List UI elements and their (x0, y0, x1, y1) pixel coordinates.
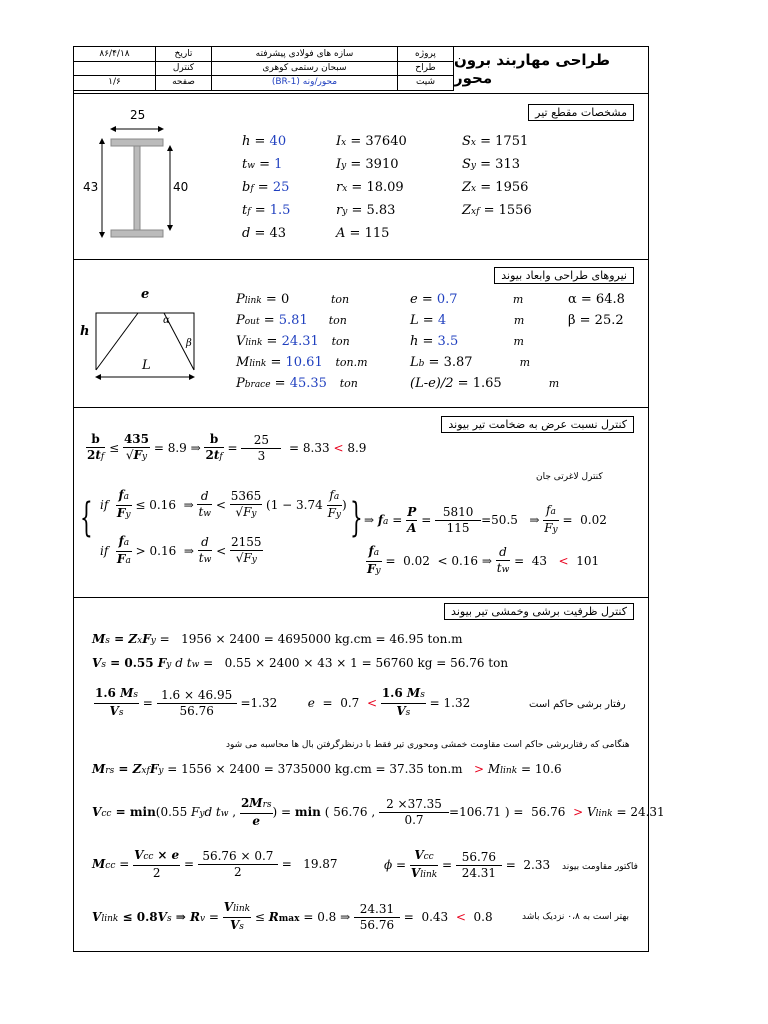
prop-subscript: link (249, 359, 267, 369)
prop-unit: ton (328, 314, 347, 327)
prop-value: 24.31 (281, 334, 319, 349)
diagram-h-label: h (80, 324, 90, 339)
prop-value: 3910 (365, 157, 399, 172)
prop-row: Vlink = 24.31 ton (236, 334, 350, 349)
prop-value: 5.81 (278, 313, 308, 328)
prop-symbol: S (462, 157, 471, 172)
section-title: نیروهای طراحی وابعاد بیوند (494, 267, 634, 284)
prop-row: Lb = 3.87 m (410, 355, 531, 370)
prop-value: 1.65 (472, 376, 502, 391)
flange-check: $\frac{b}{2tf}$ ≤ $\frac{435}{√Fy}$ = 8.9 ⇒ $\frac{b}{2tf}$ = $\frac{25}{3}$ = 8.33 < 8.9 (87, 432, 367, 463)
web-slenderness-label: کنترل لاغرتی جان (536, 472, 603, 482)
diagram-L-label: L (142, 358, 151, 373)
prop-symbol: P (236, 292, 245, 307)
prop-value: 3.87 (443, 355, 473, 370)
prop-symbol: r (336, 203, 343, 218)
prop-row: h = 40 (242, 134, 287, 149)
prop-row: Sy = 313 (462, 157, 520, 172)
prop-row: tw = 1 (242, 157, 283, 172)
prop-unit: ton (330, 293, 350, 306)
shear-ratio: $\frac{1.6 Ms}{Vs}$ = $\frac{1.6 \times 46.95}{56.76}$ =1.32 e = 0.7 < $\frac{1.6 Ms}{Vs}$ = 1.32 (95, 686, 471, 718)
prop-value: 0 (280, 292, 290, 307)
section-title: کنترل ظرفیت برشی وخمشی تیر بیوند (444, 603, 634, 620)
prop-symbol: A (336, 226, 346, 241)
prop-row: A = 115 (336, 226, 390, 241)
prop-row: ry = 5.83 (336, 203, 396, 218)
diagram-alpha-label: α (163, 315, 170, 326)
prop-value: 1556 (498, 203, 532, 218)
prop-row: Plink = 0 ton (236, 292, 350, 307)
prop-unit: m (513, 335, 524, 348)
right-brace: } (350, 495, 363, 541)
prop-value: 4 (437, 313, 447, 328)
prop-symbol: e (410, 292, 418, 307)
check-value (74, 61, 156, 76)
web-condition-2: if $\frac{fa}{Fa}$ > 0.16 ⇒ $\frac{d}{tw}$ < $\frac{2155}{√Fy}$ (100, 534, 262, 566)
dim-total-depth: 43 (83, 180, 99, 194)
shear-governs-label: رفتار برشی حاکم است (529, 699, 626, 710)
fa-calc: ⇒ fa = $\frac{P}{A}$ = $\frac{5810}{115}$ =50.5 ⇒ $\frac{fa}{Fy}$ = 0.02 (364, 503, 607, 535)
project-value: سازه های فولادی پیشرفته (212, 47, 398, 62)
page-label: صفحه (156, 75, 212, 91)
alpha-value: α = 64.8 (568, 292, 625, 307)
left-brace: { (80, 495, 93, 541)
prop-row: bf = 25 (242, 180, 290, 195)
prop-symbol: L (410, 355, 419, 370)
prop-value: 1751 (495, 134, 529, 149)
rv-note: بهتر است به ۰،۸ نزدیک باشد (522, 912, 629, 922)
ms-line: Ms = ZxFy = 1956 × 2400 = 4695000 kg.cm = 46.95 ton.m (92, 632, 463, 646)
prop-row: h = 3.5 m (410, 334, 524, 349)
prop-value: 45.35 (289, 376, 327, 391)
calculation-sheet (73, 46, 665, 952)
prop-subscript: brace (244, 380, 271, 390)
rv-line: Vlink ≤ 0.8Vs ⇒ Rv = $\frac{\text{Vlink}}{Vs}$ ≤ Rmax = 0.8 ⇒ $\frac{24.31}{56.76}$ = 0.43 < 0.8 (92, 900, 493, 932)
vcc-line: Vcc = min(0.55 Fyd tw , $\frac{\text{2Mrs}}{e}$ ) = min ( 56.76 , $\frac{2 \times 37.35}{0.7}$ =106.71 ) = 56.76 > Vlink = 24.31 (92, 796, 665, 828)
i-beam-diagram (74, 102, 214, 242)
phi-line: ϕ = $\frac{\text{Vcc}}{\text{Vlink}}$ = $\frac{56.76}{24.31}$ = 2.33 (384, 848, 551, 880)
prop-subscript: f (247, 207, 251, 217)
prop-value: 43 (269, 226, 287, 241)
prop-subscript: xf (471, 207, 480, 217)
prop-symbol: h (242, 134, 251, 149)
diagram-e-label: e (141, 287, 150, 302)
date-value: ۸۶/۴/۱۸ (74, 47, 156, 62)
flange-only-note: هنگامی که رفتاربرشی حاکم است مقاومت خمشی ومحوری تیر فقط با درنظرگرفتن بال ها محاسبه می شود (226, 740, 630, 750)
prop-value: 25 (272, 180, 290, 195)
prop-value: 18.09 (366, 180, 404, 195)
prop-unit: ton.m (335, 356, 368, 369)
sheet-header (74, 47, 648, 93)
section-width-thickness (74, 407, 648, 597)
web-condition-1: if $\frac{fa}{Fy}$ ≤ 0.16 ⇒ $\frac{d}{tw}$ < $\frac{5365}{√Fy}$ (1 − 3.74 $\frac{fa}{Fy}$ ) (100, 488, 347, 520)
prop-row: Zx = 1956 (462, 180, 529, 195)
prop-symbol: b (242, 180, 251, 195)
prop-row: Mlink = 10.61 ton.m (236, 355, 368, 370)
prop-value: 1 (274, 157, 283, 172)
prop-subscript: link (244, 296, 262, 306)
prop-row: (L-e)/2 = 1.65 m (410, 376, 560, 391)
mrs-line: Mrs = ZxfFy = 1556 × 2400 = 3735000 kg.cm = 37.35 ton.m > Mlink = 10.6 (92, 762, 562, 776)
date-label: تاریخ (156, 47, 212, 62)
prop-unit: m (519, 356, 531, 369)
section-title: مشخصات مقطع تیر (528, 104, 634, 121)
prop-row: Ix = 37640 (336, 134, 407, 149)
prop-unit: m (513, 314, 525, 327)
prop-symbol: t (242, 157, 248, 172)
section-section-properties (74, 93, 648, 259)
prop-row: Sx = 1751 (462, 134, 529, 149)
prop-symbol: S (462, 134, 471, 149)
prop-value: 3.5 (437, 334, 459, 349)
prop-value: 1956 (495, 180, 529, 195)
link-geometry-diagram (80, 285, 220, 395)
prop-subscript: b (418, 359, 425, 369)
prop-value: 1.5 (269, 203, 291, 218)
section-shear-flexure (74, 597, 665, 951)
section-forces (74, 259, 648, 407)
check-label: کنترل (156, 61, 212, 76)
vs-line: Vs = 0.55 Fy d tw = 0.55 × 2400 × 43 × 1 = 56760 kg = 56.76 ton (92, 656, 509, 670)
prop-subscript: x (341, 138, 347, 148)
prop-symbol: L (410, 313, 419, 328)
link-resistance-factor-label: فاکتور مقاومت بیوند (562, 862, 638, 872)
prop-subscript: y (341, 161, 347, 171)
prop-row: L = 4 m (410, 313, 525, 328)
prop-subscript: link (245, 338, 263, 348)
prop-symbol: I (336, 134, 342, 149)
sheet-value: (BR-1) محور/ونه (212, 75, 398, 91)
prop-value: 10.61 (285, 355, 323, 370)
mcc-line: Mcc = $\frac{\text{Vcc × e}}{2}$ = $\frac{56.76 \times 0.7}{2}$ = 19.87 (92, 848, 338, 880)
prop-value: 115 (364, 226, 390, 241)
prop-unit: m (548, 377, 560, 390)
prop-row: d = 43 (242, 226, 287, 241)
prop-value: 40 (269, 134, 287, 149)
prop-unit: ton (339, 377, 358, 390)
prop-symbol: d (242, 226, 251, 241)
prop-unit: ton (331, 335, 350, 348)
designer-value: سبحان رستمی کوهری (212, 61, 398, 76)
project-label: پروژه (398, 47, 454, 62)
section-title: کنترل نسبت عرض به ضخامت تیر بیوند (441, 416, 634, 433)
prop-row: Iy = 3910 (336, 157, 399, 172)
prop-row: rx = 18.09 (336, 180, 404, 195)
prop-subscript: out (244, 317, 260, 327)
prop-subscript: y (470, 161, 476, 171)
prop-symbol: h (410, 334, 419, 349)
prop-subscript: y (342, 207, 348, 217)
prop-row: tf = 1.5 (242, 203, 291, 218)
prop-subscript: x (471, 184, 477, 194)
prop-symbol: I (336, 157, 342, 172)
prop-symbol: M (236, 355, 250, 370)
prop-symbol: Z (462, 203, 472, 218)
prop-subscript: x (342, 184, 348, 194)
prop-symbol: t (242, 203, 248, 218)
prop-subscript: w (247, 161, 255, 171)
prop-row: Zxf = 1556 (462, 203, 532, 218)
prop-value: 5.83 (366, 203, 396, 218)
prop-subscript: f (250, 184, 254, 194)
prop-symbol: P (236, 313, 245, 328)
prop-row: e = 0.7 m (410, 292, 524, 307)
sheet-title: طراحی مهاربند برون محور (454, 51, 610, 87)
prop-row: Pbrace = 45.35 ton (236, 376, 358, 391)
prop-value: 37640 (365, 134, 407, 149)
diagram-beta-label: β (186, 338, 192, 349)
dim-web-depth: 40 (173, 180, 189, 194)
prop-row: Pout = 5.81 ton (236, 313, 347, 328)
sheet-label: شیت (398, 75, 454, 91)
designer-label: طراح (398, 61, 454, 76)
prop-value: 313 (495, 157, 520, 172)
dim-flange-width: 25 (130, 108, 146, 122)
web-check-result: $\frac{fa}{Fy}$ = 0.02 < 0.16 ⇒ $\frac{d}{tw}$ = 43 < 101 (367, 544, 600, 576)
prop-value: 0.7 (436, 292, 458, 307)
prop-subscript: x (470, 138, 476, 148)
prop-symbol: (L-e)/2 (410, 376, 454, 391)
prop-symbol: V (236, 334, 246, 349)
beta-value: β = 25.2 (568, 313, 624, 328)
prop-unit: m (512, 293, 524, 306)
page-value: ۱/۶ (74, 75, 156, 91)
prop-symbol: r (336, 180, 343, 195)
prop-symbol: P (236, 376, 245, 391)
prop-symbol: Z (462, 180, 472, 195)
